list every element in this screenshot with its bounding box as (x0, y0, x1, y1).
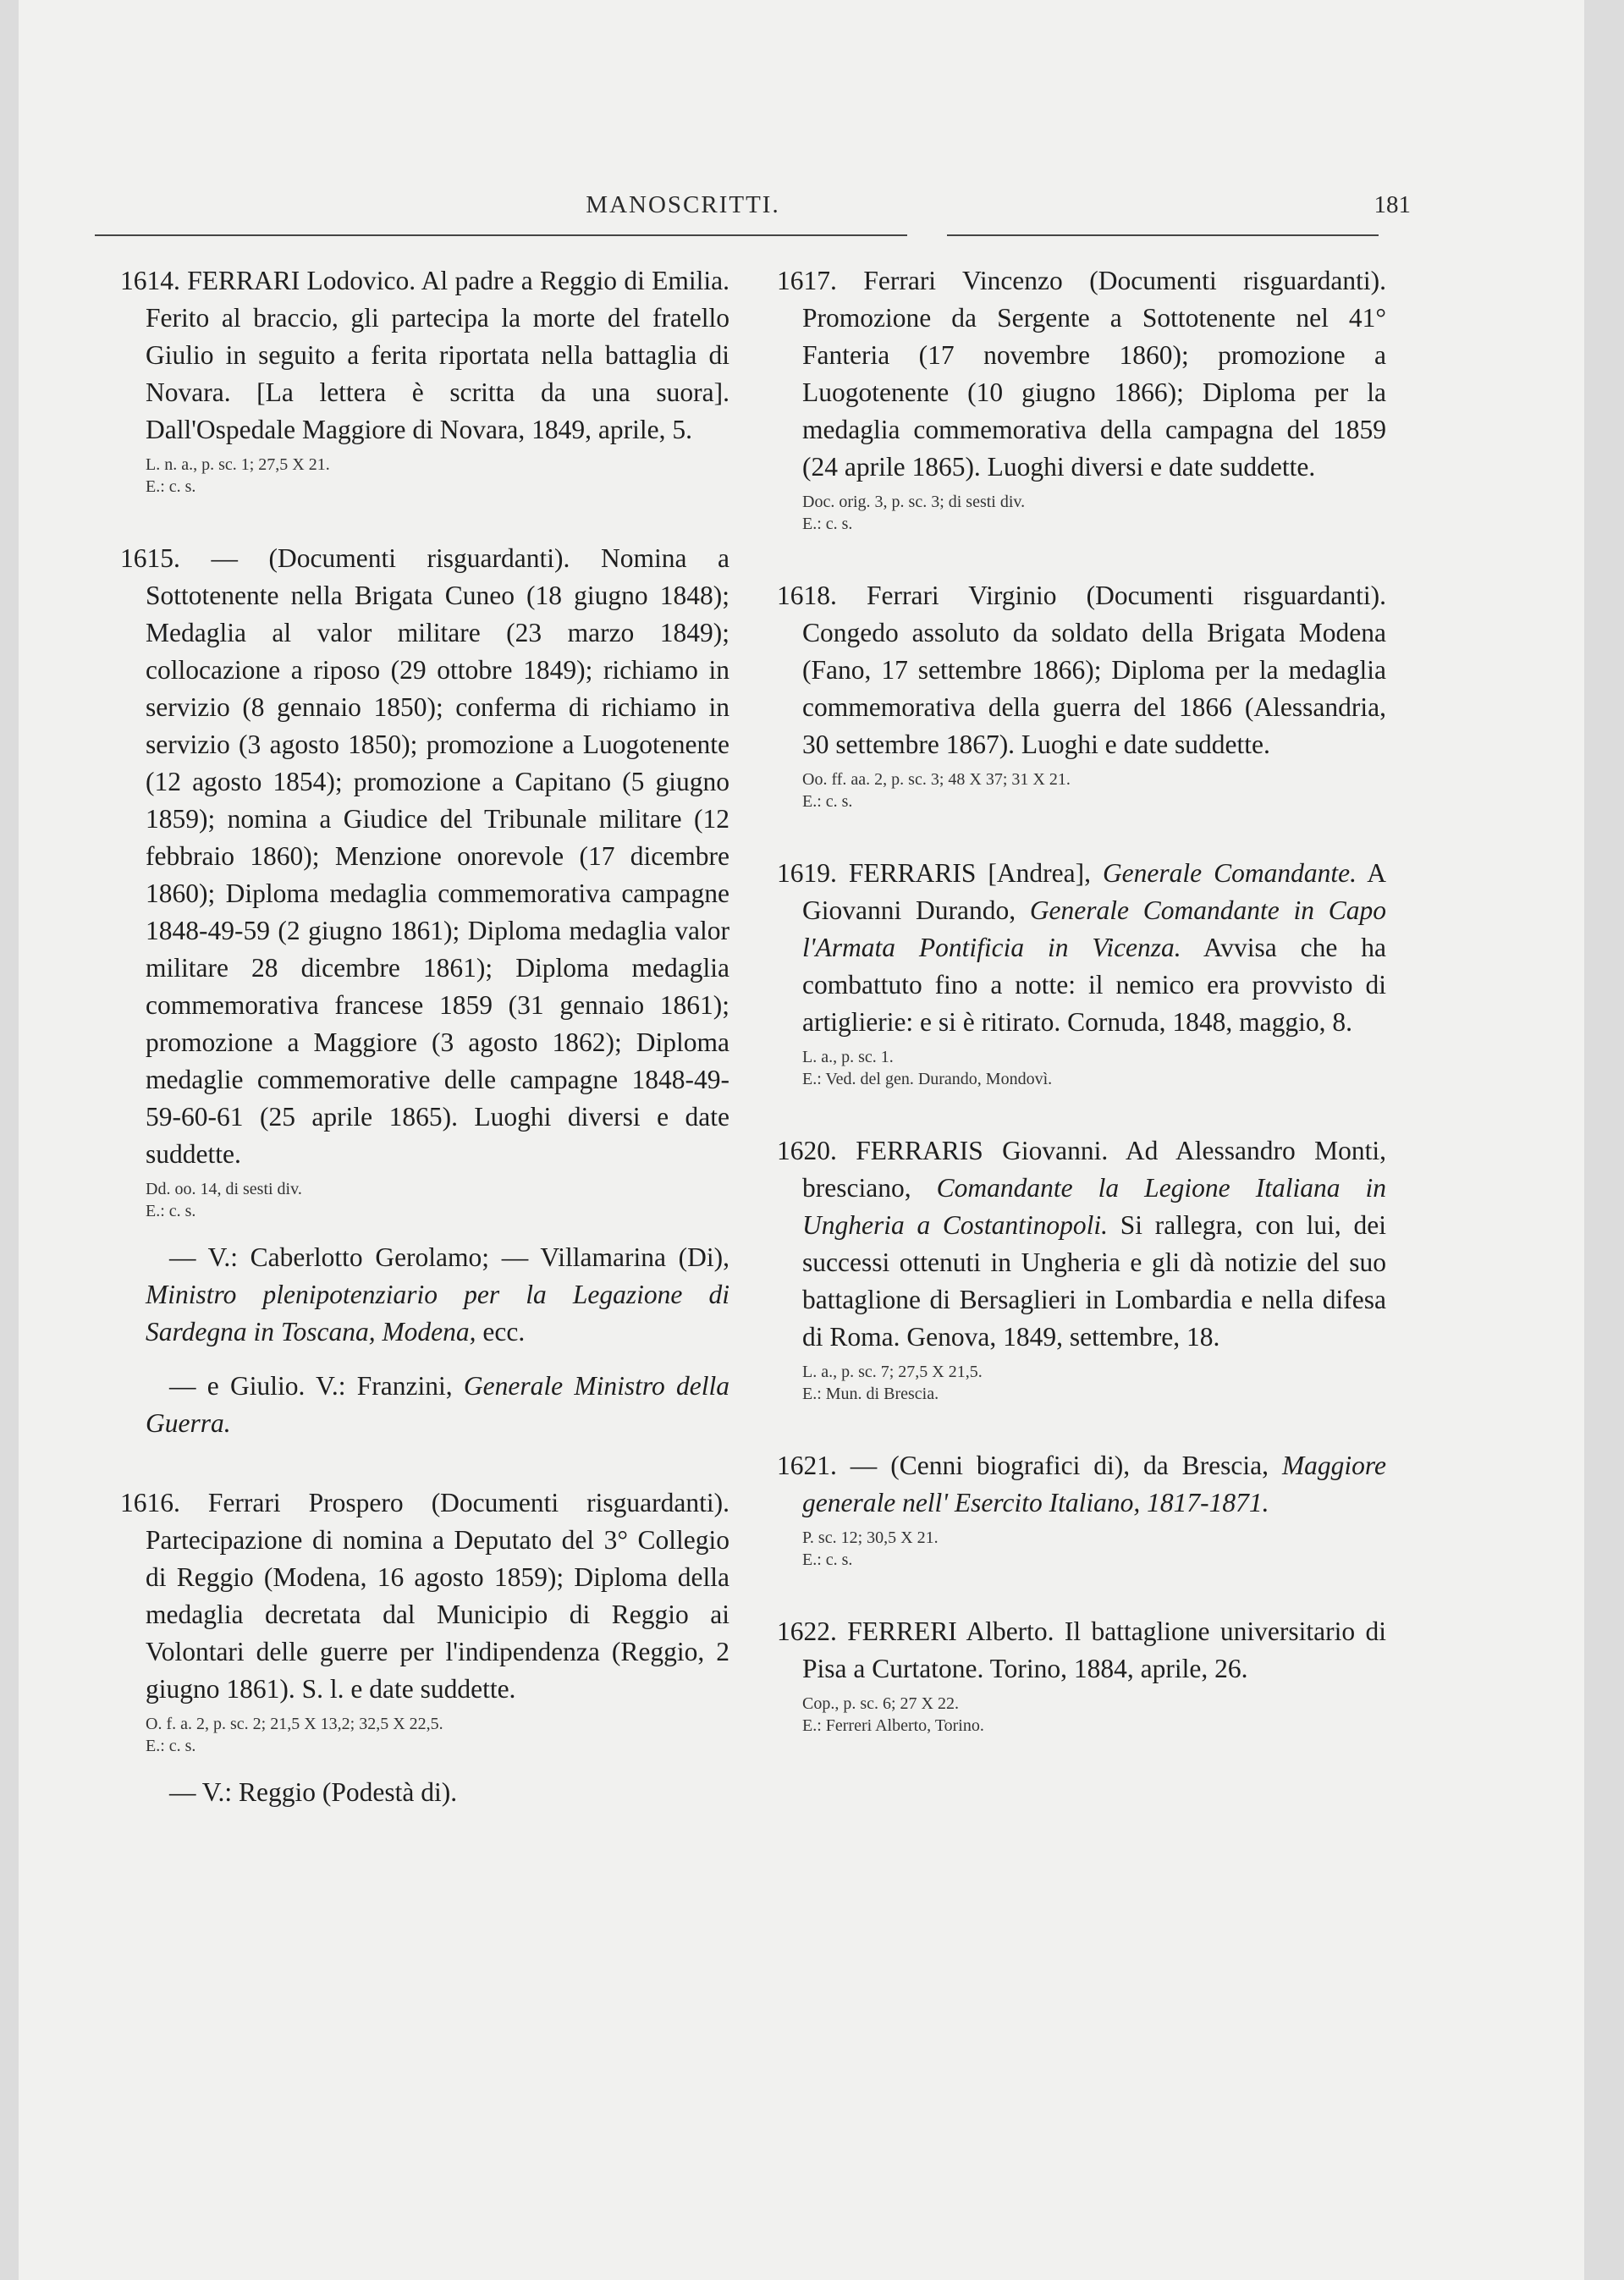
right-column (777, 262, 1386, 1779)
entry-number: 1621. (777, 1451, 837, 1480)
running-header-title: MANOSCRITTI. (586, 191, 780, 218)
entry-physical-description: L. a., p. sc. 1. (802, 1048, 894, 1066)
entry-number: 1622. (777, 1616, 837, 1646)
catalog-entry (777, 577, 1386, 812)
left-column (120, 262, 729, 1853)
entry-text: FERRERI Alberto. Il battaglione universitario di Pisa a Curtatone. Torino, 1884, aprile, 26. (802, 1616, 1386, 1683)
entry-provenance: E.: c. s. (802, 515, 853, 533)
catalog-entry (120, 262, 729, 498)
page-number: 181 (1374, 191, 1411, 218)
entry-number: 1620. (777, 1136, 837, 1165)
entry-physical-description: Oo. ff. aa. 2, p. sc. 3; 48 X 37; 31 X 21. (802, 770, 1071, 789)
entry-physical-description: Dd. oo. 14, di sesti div. (146, 1180, 302, 1198)
header-rule-right (947, 234, 1379, 236)
entry-number: 1619. (777, 858, 837, 888)
header-rule-left (95, 234, 907, 236)
entry-provenance: E.: Ved. del gen. Durando, Mondovì. (802, 1070, 1053, 1088)
entry-number: 1614. (120, 266, 180, 295)
entry-number: 1615. (120, 543, 180, 573)
entry-provenance: E.: Ferreri Alberto, Torino. (802, 1716, 984, 1735)
entry-number: 1618. (777, 581, 837, 610)
entry-physical-description: L. n. a., p. sc. 1; 27,5 X 21. (146, 455, 330, 474)
cross-reference: — e Giulio. V.: Franzini, Generale Ministro della Guerra. (146, 1371, 729, 1438)
entry-provenance: E.: c. s. (146, 1737, 196, 1755)
cross-reference: — V.: Reggio (Podestà di). (169, 1777, 458, 1807)
catalog-entry: 1619. FERRARIS [Andrea], Generale Comandante. A Giovanni Durando, Generale Comandante in Capo l'Armata Pontificia in Vicenza. Avvisa che ha combattuto fino a notte: il nemico era provvisto di artiglierie: e si è ritirato. Cornuda, 1848, maggio, 8. L. a., p. sc. 1. E.: Ved. del gen. Durando, Mondovì. (777, 858, 1386, 1088)
entry-text: Ferrari Prospero (Documenti risguardanti). Partecipazione di nomina a Deputato del 3° Collegio di Reggio (Modena, 16 agosto 1859); Diploma della medaglia decretata dal Municipio di Reggio ai Volontari delle guerre per l'indipendenza (Reggio, 2 giugno 1861). S. l. e date suddette. (146, 1488, 730, 1704)
catalog-entry (777, 1613, 1386, 1737)
entry-physical-description: O. f. a. 2, p. sc. 2; 21,5 X 13,2; 32,5 X 22,5. (146, 1715, 443, 1733)
entry-number: 1616. (120, 1488, 180, 1517)
entry-provenance: E.: Mun. di Brescia. (802, 1385, 939, 1403)
entry-provenance: E.: c. s. (802, 792, 853, 811)
entry-provenance: E.: c. s. (146, 477, 196, 496)
document-page (19, 0, 1584, 2280)
entry-text: Ferrari Virginio (Documenti risguardanti). Congedo assoluto da soldato della Brigata Modena (Fano, 17 settembre 1866); Diploma per la medaglia commemorativa della guerra del 1866 (Alessandria, 30 settembre 1867). Luoghi e date suddette. (802, 581, 1386, 759)
catalog-entry (777, 262, 1386, 535)
entry-physical-description: Doc. orig. 3, p. sc. 3; di sesti div. (802, 493, 1026, 511)
cross-reference: — V.: Caberlotto Gerolamo; — Villamarina (Di), Ministro plenipotenziario per la Legazione di Sardegna in Toscana, Modena, ecc. (146, 1242, 729, 1347)
entry-text: Ferrari Vincenzo (Documenti risguardanti). Promozione da Sergente a Sottotenente nel 41° Fanteria (17 novembre 1860); promozione a Luogotenente (10 giugno 1866); Diploma per la medaglia commemorativa della campagna del 1859 (24 aprile 1865). Luoghi diversi e date suddette. (802, 266, 1386, 482)
catalog-entry (120, 1484, 729, 1811)
entry-physical-description: P. sc. 12; 30,5 X 21. (802, 1528, 939, 1547)
entry-number: 1617. (777, 266, 837, 295)
catalog-entry (120, 540, 729, 1442)
catalog-entry: 1620. FERRARIS Giovanni. Ad Alessandro Monti, bresciano, Comandante la Legione Italiana in Ungheria a Costantinopoli. Si rallegra, con lui, dei successi ottenuti in Ungheria e gli dà notizie del suo battaglione di Bersaglieri in Lombardia e nella difesa di Roma. Genova, 1849, settembre, 18. L. a., p. sc. 7; 27,5 X 21,5. E.: Mun. di Brescia. (777, 1136, 1386, 1403)
entry-text: FERRARI Lodovico. Al padre a Reggio di Emilia. Ferito al braccio, gli partecipa la morte del fratello Giulio in seguito a ferita riportata nella battaglia di Novara. [La lettera è scritta da una suora]. Dall'Ospedale Maggiore di Novara, 1849, aprile, 5. (146, 266, 729, 444)
catalog-entry: 1621. — (Cenni biografici di), da Brescia, Maggiore generale nell' Esercito Italiano, 1817-1871. P. sc. 12; 30,5 X 21. E.: c. s. (777, 1451, 1386, 1569)
entry-text: — (Documenti risguardanti). Nomina a Sottotenente nella Brigata Cuneo (18 giugno 1848); Medaglia al valor militare (23 marzo 1849); collocazione a riposo (29 ottobre 1849); richiamo in servizio (8 gennaio 1850); conferma di richiamo in servizio (3 agosto 1850); promozione a Luogotenente (12 agosto 1854); promozione a Capitano (5 giugno 1859); nomina a Giudice del Tribunale militare (12 febbraio 1860); Menzione onorevole (17 dicembre 1860); Diploma medaglia commemorativa campagne 1848-49-59 (2 giugno 1861); Diploma medaglia valor militare 28 dicembre 1861); Diploma medaglia commemorativa francese 1859 (31 gennaio 1861); promozione a Maggiore (3 agosto 1862); Diploma medaglie commemorative delle campagne 1848-49-59-60-61 (25 aprile 1865). Luoghi diversi e date suddette. (146, 543, 729, 1169)
entry-provenance: E.: c. s. (802, 1550, 853, 1569)
entry-physical-description: Cop., p. sc. 6; 27 X 22. (802, 1694, 959, 1713)
entry-provenance: E.: c. s. (146, 1202, 196, 1220)
entry-physical-description: L. a., p. sc. 7; 27,5 X 21,5. (802, 1363, 983, 1381)
